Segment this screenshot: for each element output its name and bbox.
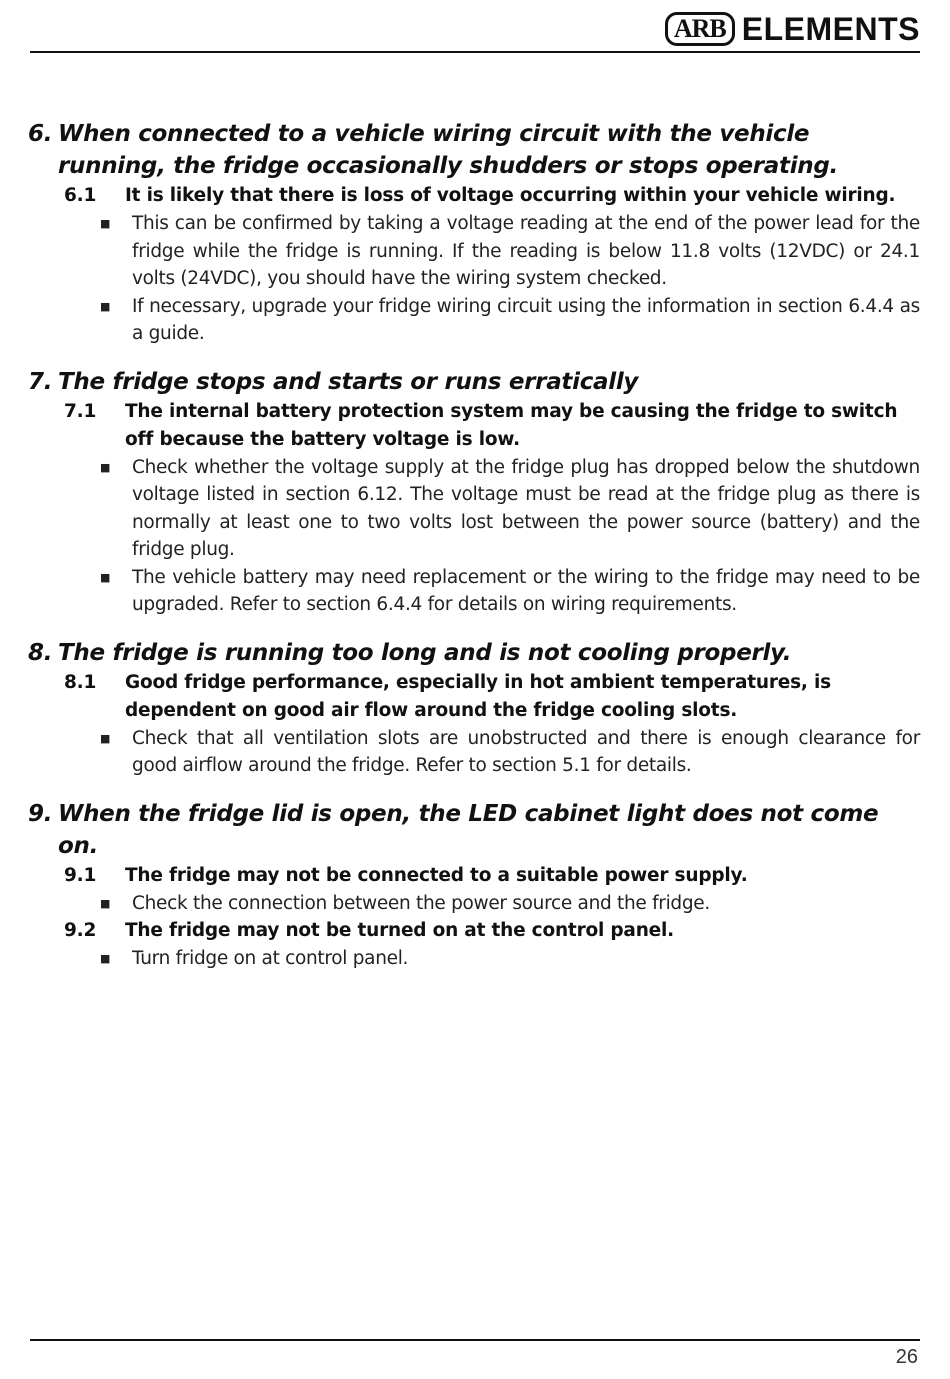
subsection-number: 9.2 — [64, 920, 97, 941]
section-heading: When the fridge lid is open, the LED cabinet light does not come on. — [58, 800, 879, 859]
subsection-text: The internal battery protection system may be causing the fridge to switch off because the battery voltage is low. — [125, 400, 898, 450]
page-header — [30, 0, 920, 54]
section-heading: When connected to a vehicle wiring circuit with the vehicle running, the fridge occasionally shudders or stops operating. — [58, 121, 838, 179]
arb-logo-badge: ARB — [665, 12, 735, 46]
bullet-list — [98, 945, 920, 973]
section-title — [28, 637, 920, 669]
bullet-list — [98, 454, 920, 619]
subsection-9-1 — [64, 862, 920, 890]
bullet-square-icon: ■ — [100, 217, 111, 230]
bullet-square-icon: ■ — [100, 570, 111, 584]
subsection-text: Good fridge performance, especially in hot ambient temperatures, is dependent on good air flow around the fridge cooling slots. — [125, 671, 831, 721]
bullet-text: Check whether the voltage supply at the fridge plug has dropped below the shutdown voltage listed in section 6.12. The voltage must be read at the fridge plug as there is normally at least one to two volts lost between the power source (battery) and the fridge plug. — [132, 456, 920, 560]
bullet-square-icon: ■ — [100, 952, 111, 965]
section-number: 8. — [28, 639, 53, 666]
subsection-text: The fridge may not be turned on at the control panel. — [125, 920, 674, 941]
subsection-number: 9.1 — [64, 864, 97, 886]
list-item — [98, 454, 920, 564]
bullet-text: Check the connection between the power source and the fridge. — [132, 892, 710, 914]
bullet-text: If necessary, upgrade your fridge wiring circuit using the information in section 6.4.4 as a guide. — [132, 295, 920, 344]
subsection-7-1 — [64, 398, 920, 454]
section-9 — [28, 798, 920, 973]
bullet-text: Turn fridge on at control panel. — [132, 948, 409, 969]
bullet-square-icon: ■ — [100, 896, 111, 910]
list-item — [98, 945, 920, 973]
bullet-text: The vehicle battery may need replacement or the wiring to the fridge may need to be upgraded. Refer to section 6.4.4 for details on wiring requirements. — [132, 566, 920, 615]
bullet-list — [98, 890, 920, 918]
list-item — [98, 293, 920, 348]
header-title: ELEMENTS — [741, 11, 920, 47]
subsection-number: 7.1 — [64, 400, 97, 422]
section-title — [28, 118, 920, 182]
list-item — [98, 564, 920, 619]
brand-logo — [665, 12, 920, 46]
list-item — [98, 890, 920, 918]
header-divider — [30, 51, 920, 53]
list-item — [98, 210, 920, 293]
bullet-square-icon: ■ — [100, 731, 111, 745]
bullet-text: Check that all ventilation slots are unobstructed and there is enough clearance for good airflow around the fridge. Refer to section 5.1 for details. — [132, 727, 920, 776]
section-8 — [28, 637, 920, 780]
section-number: 9. — [28, 800, 53, 827]
subsection-text: It is likely that there is loss of voltage occurring within your vehicle wiring. — [125, 185, 896, 206]
section-heading: The fridge is running too long and is not cooling properly. — [58, 639, 792, 666]
footer-divider — [30, 1339, 920, 1341]
section-number: 6. — [28, 121, 53, 147]
subsection-9-2 — [64, 917, 920, 945]
subsection-6-1 — [64, 182, 920, 210]
bullet-list — [98, 210, 920, 348]
subsection-8-1 — [64, 669, 920, 725]
list-item — [98, 725, 920, 780]
bullet-square-icon: ■ — [100, 460, 111, 474]
section-heading: The fridge stops and starts or runs erratically — [58, 368, 639, 395]
section-7 — [28, 366, 920, 619]
bullet-text: This can be confirmed by taking a voltage reading at the end of the power lead for the fridge while the fridge is running. If the reading is below 11.8 volts (12VDC) or 24.1 volts (24VDC), you should have the wiring system checked. — [132, 213, 920, 289]
subsection-text: The fridge may not be connected to a suitable power supply. — [125, 864, 748, 886]
section-title — [28, 798, 920, 862]
subsection-number: 6.1 — [64, 185, 97, 206]
section-number: 7. — [28, 368, 53, 395]
troubleshooting-content — [28, 118, 920, 991]
subsection-number: 8.1 — [64, 671, 97, 693]
bullet-list — [98, 725, 920, 780]
page-number: 26 — [895, 1346, 918, 1368]
section-6 — [28, 118, 920, 348]
bullet-square-icon: ■ — [100, 299, 111, 313]
section-title — [28, 366, 920, 398]
